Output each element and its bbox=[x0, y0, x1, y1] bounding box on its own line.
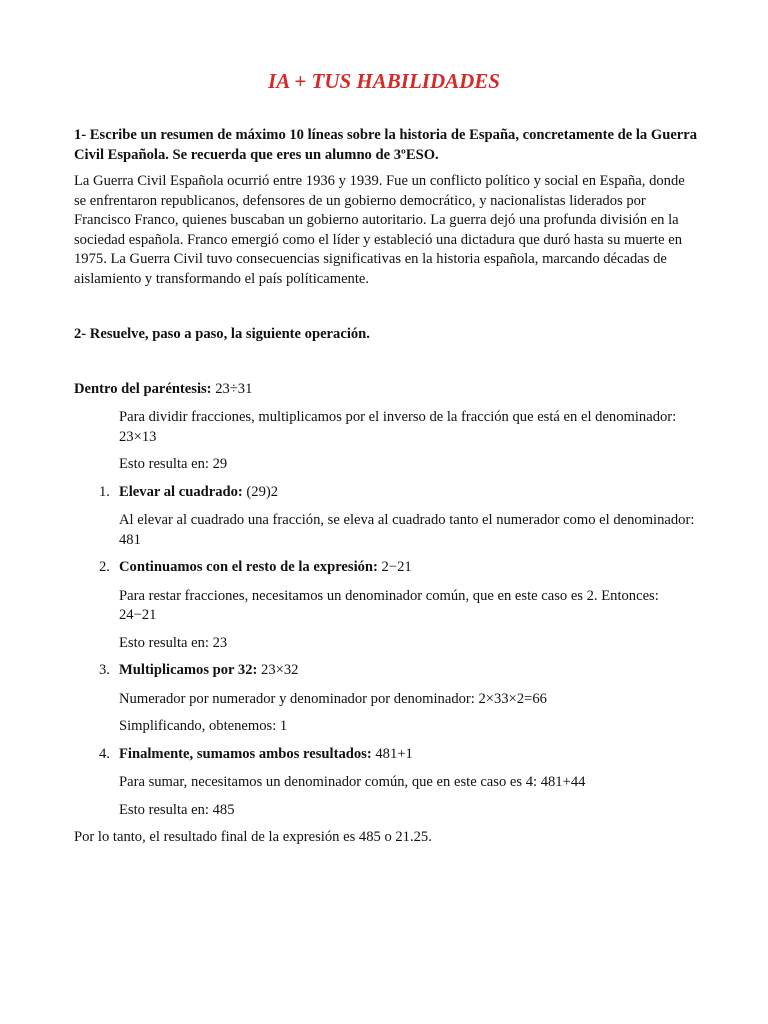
step-detail: Simplificando, obtenemos: 1 bbox=[119, 718, 288, 734]
step-detail: Al elevar al cuadrado una fracción, se eleva al cuadrado tanto el numerador como el denominador: 481 bbox=[119, 512, 695, 548]
step-detail: Para sumar, necesitamos un denominador común, que en este caso es 4: 481+44 bbox=[119, 774, 586, 790]
step-expr: (29)2 bbox=[242, 483, 279, 500]
document-body bbox=[74, 126, 698, 848]
question-2: 2- Resuelve, paso a paso, la siguiente operación. bbox=[74, 326, 370, 342]
step-detail: Numerador por numerador y denominador por denominador: 2×33×2=66 bbox=[119, 690, 547, 707]
question-1: 1- Escribe un resumen de máximo 10 líneas sobre la historia de España, concretamente de la Guerra Civil Española. Se recuerda que eres un alumno de 3ºESO. bbox=[74, 127, 698, 163]
step-number: 3. bbox=[99, 662, 110, 678]
step-number: 4. bbox=[99, 745, 110, 762]
step-item bbox=[74, 558, 698, 653]
step-label: Continuamos con el resto de la expresión: bbox=[119, 559, 378, 575]
document-title: IA + TUS HABILIDADES bbox=[268, 69, 500, 93]
inside-parenthesis-explanation: Para dividir fracciones, multiplicamos por el inverso de la fracción que está en el denominador: 23×13 bbox=[119, 409, 677, 445]
step-label: Multiplicamos por 32: bbox=[119, 662, 258, 678]
inside-parenthesis bbox=[74, 380, 698, 400]
inside-parenthesis-expr: 23÷31 bbox=[211, 380, 253, 397]
conclusion: Por lo tanto, el resultado final de la expresión es 485 o 21.25. bbox=[74, 829, 432, 845]
step-label: Elevar al cuadrado: bbox=[119, 483, 243, 500]
inside-parenthesis-label: Dentro del paréntesis: bbox=[74, 380, 212, 397]
step-heading bbox=[99, 661, 698, 681]
step-expr: 2−21 bbox=[377, 559, 412, 575]
step-expr: 481+1 bbox=[371, 745, 413, 762]
inside-parenthesis-result: Esto resulta en: 29 bbox=[119, 456, 228, 472]
step-detail: Esto resulta en: 23 bbox=[119, 634, 228, 651]
step-heading bbox=[99, 558, 698, 578]
step-number: 2. bbox=[99, 559, 110, 575]
step-detail: Esto resulta en: 485 bbox=[119, 801, 235, 818]
step-heading bbox=[99, 745, 698, 765]
answer-1: La Guerra Civil Española ocurrió entre 1936 y 1939. Fue un conflicto político y social en España, donde se enfrentaron republicanos, defensores de un gobierno democrático, y nacionalistas liderados por Francisco Franco, quienes buscaban un gobierno autoritario. La guerra dejó una profunda división en la sociedad española. Franco emergió como el líder y estableció una dictadura que duró hasta su muerte en 1975. La Guerra Civil tuvo consecuencias significativas en la historia española, marcando décadas de aislamiento y transformando el país políticamente. bbox=[74, 173, 685, 287]
step-detail: Para restar fracciones, necesitamos un denominador común, que en este caso es 2. Entonces: 24−21 bbox=[119, 587, 659, 623]
step-number: 1. bbox=[99, 483, 110, 500]
steps-list bbox=[74, 483, 698, 821]
step-item bbox=[74, 483, 698, 551]
step-item bbox=[74, 661, 698, 737]
step-label: Finalmente, sumamos ambos resultados: bbox=[119, 745, 372, 762]
step-heading bbox=[99, 483, 698, 503]
step-expr: 23×32 bbox=[257, 662, 299, 678]
step-item bbox=[74, 745, 698, 821]
